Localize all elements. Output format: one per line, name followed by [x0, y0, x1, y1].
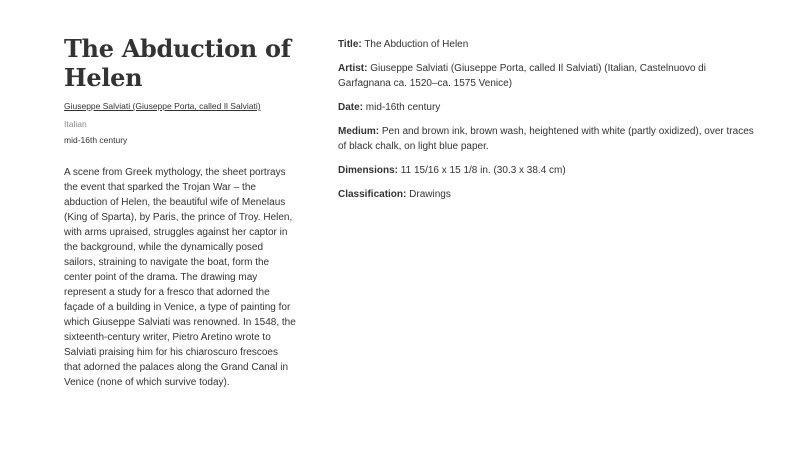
artwork-summary: [64, 34, 296, 390]
detail-value: Drawings: [409, 189, 451, 200]
artist-link[interactable]: Giuseppe Salviati (Giuseppe Porta, called Il Salviati): [64, 101, 261, 111]
detail-artist: [338, 61, 758, 91]
artwork-description: A scene from Greek mythology, the sheet portrays the event that sparked the Trojan War – the abduction of Helen, the beautiful wife of Menelaus (King of Sparta), by Paris, the prince of Troy. Helen, with arms upraised, struggles against her captor in the background, while the dynamically posed sailors, straining to navigate the boat, form the center point of the drama. The drawing may represent a study for a fresco that adorned the façade of a building in Venice, a type of painting for which Giuseppe Salviati was renowned. In 1548, the sixteenth-century writer, Pietro Aretino wrote to Salviati praising him for his chiaroscuro frescoes that adorned the palaces along the Grand Canal in Venice (none of which survive today).: [64, 167, 296, 388]
detail-dimensions: [338, 163, 758, 178]
detail-title: [338, 37, 758, 52]
detail-label: Classification:: [338, 189, 407, 200]
artwork-date: mid-16th century: [64, 135, 128, 145]
detail-value: mid-16th century: [365, 102, 441, 113]
detail-value: The Abduction of Helen: [364, 39, 469, 50]
detail-value: Giuseppe Salviati (Giuseppe Porta, called Il Salviati) (Italian, Castelnuovo di Garfagnana ca. 1520–ca. 1575 Venice): [338, 63, 706, 89]
detail-label: Date:: [338, 102, 364, 113]
detail-value: 11 15/16 x 15 1/8 in. (30.3 x 38.4 cm): [400, 165, 566, 176]
detail-label: Dimensions:: [338, 165, 399, 176]
detail-date: [338, 100, 758, 115]
detail-medium: [338, 124, 758, 154]
artist-nationality: Italian: [64, 119, 87, 129]
detail-classification: [338, 187, 758, 202]
detail-label: Title:: [338, 39, 362, 50]
object-details: [338, 37, 758, 211]
detail-label: Artist:: [338, 63, 368, 74]
page-title: The Abduction of Helen: [64, 34, 291, 92]
detail-value: Pen and brown ink, brown wash, heightened with white (partly oxidized), over traces of black chalk, on light blue paper.: [338, 126, 754, 152]
detail-label: Medium:: [338, 126, 380, 137]
